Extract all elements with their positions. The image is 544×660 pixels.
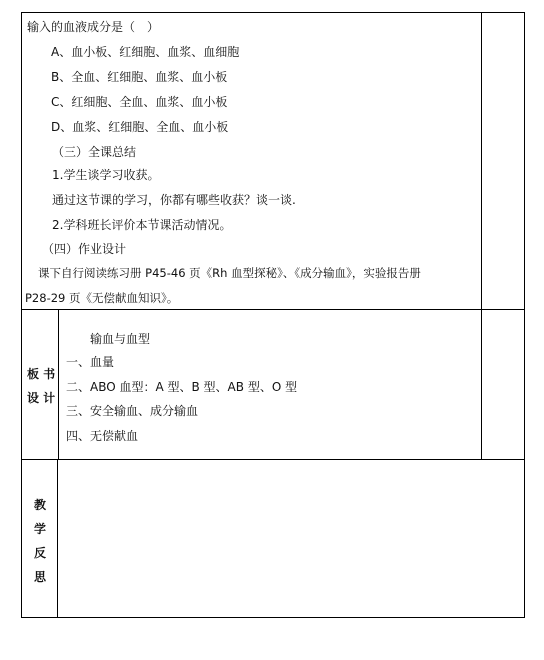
table-bottom-border xyxy=(21,617,525,618)
question-text: 输入的血液成分是（ ） xyxy=(27,20,160,34)
board-label-divider xyxy=(58,309,59,460)
board-item-1: 一、血量 xyxy=(66,355,115,369)
homework-line-2: P28-29 页《无偿献血知识》。 xyxy=(25,291,179,305)
summary-item-1: 1.学生谈学习收获。 xyxy=(52,168,160,182)
board-title: 输血与血型 xyxy=(90,332,151,346)
board-label-line-1: 板 书 xyxy=(27,367,56,381)
option-c: C、红细胞、全血、血浆、血小板 xyxy=(51,95,228,109)
reflection-char-4: 思 xyxy=(34,570,47,584)
table-right-border xyxy=(524,12,525,618)
option-b: B、全血、红细胞、血浆、血小板 xyxy=(51,70,228,84)
board-label-line-2: 设 计 xyxy=(27,391,56,405)
reflection-char-3: 反 xyxy=(34,546,47,560)
summary-item-2: 2.学科班长评价本节课活动情况。 xyxy=(52,218,232,232)
board-item-3: 三、安全输血、成分输血 xyxy=(66,404,199,418)
table-top-border xyxy=(21,12,525,13)
option-a: A、血小板、红细胞、血浆、血细胞 xyxy=(51,45,240,59)
table-left-border xyxy=(21,12,22,618)
row-divider-2 xyxy=(21,459,525,460)
reflection-char-1: 教 xyxy=(34,498,47,512)
option-d: D、血浆、红细胞、全血、血小板 xyxy=(51,120,229,134)
board-item-4: 四、无偿献血 xyxy=(66,429,139,443)
right-column-divider xyxy=(481,12,482,460)
board-item-2: 二、ABO 血型：A 型、B 型、AB 型、O 型 xyxy=(66,380,298,394)
summary-item-1-detail: 通过这节课的学习，你都有哪些收获？谈一谈. xyxy=(52,193,296,207)
summary-heading: （三）全课总结 xyxy=(52,145,137,159)
homework-line-1: 课下自行阅读练习册 P45-46 页《Rh 血型探秘》、《成分输血》，实验报告册 xyxy=(38,266,421,280)
reflection-label-divider xyxy=(57,459,58,618)
reflection-char-2: 学 xyxy=(34,522,47,536)
row-divider-1 xyxy=(21,309,525,310)
homework-heading: （四）作业设计 xyxy=(42,242,127,256)
